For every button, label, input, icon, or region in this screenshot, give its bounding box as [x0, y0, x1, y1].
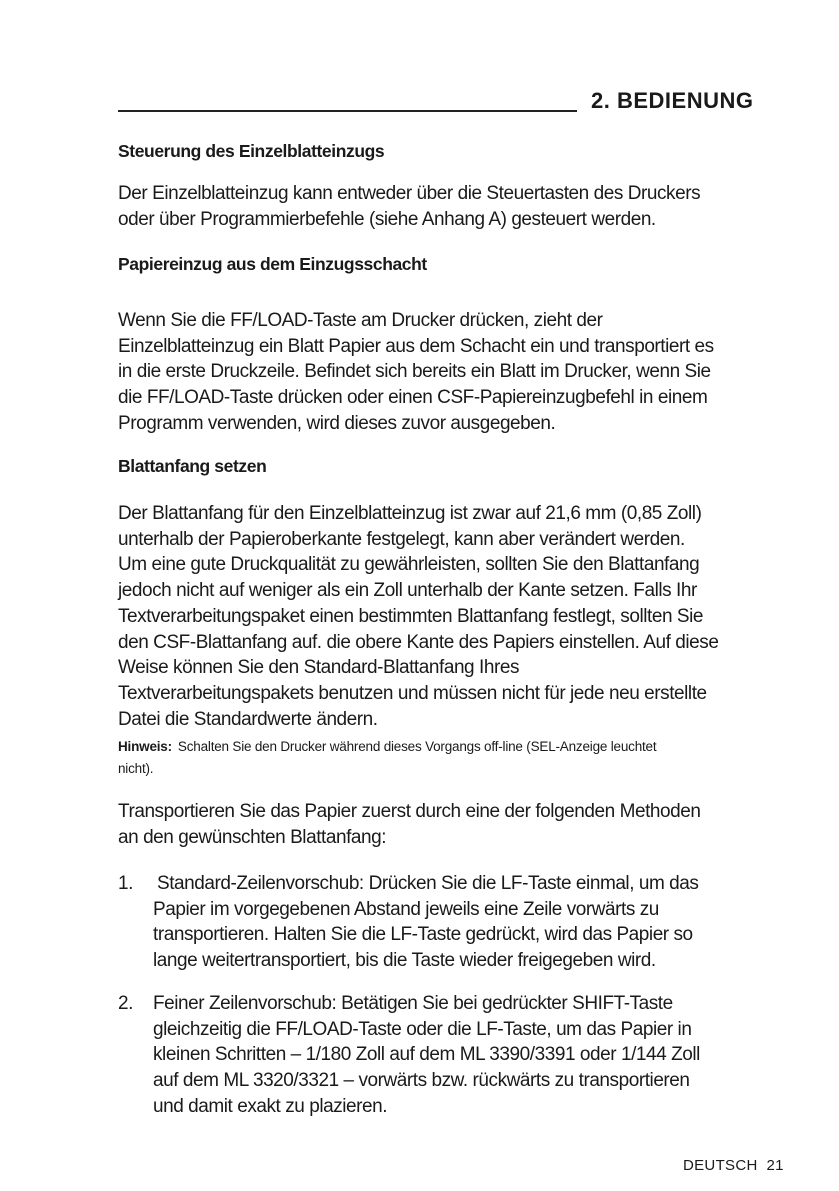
text-line: auf dem ML 3320/3321 – vorwärts bzw. rückwärts zu transportieren	[153, 1070, 690, 1092]
text-line: Weise können Sie den Standard-Blattanfang Ihres	[118, 657, 519, 679]
header-rule	[118, 110, 577, 112]
paragraph	[118, 799, 818, 850]
text-line: lange weitertransportiert, bis die Taste wieder freigegeben wird.	[153, 950, 656, 972]
text-line: Datei die Standardwerte ändern.	[118, 708, 378, 730]
text-line: transportieren. Halten Sie die LF-Taste gedrückt, wird das Papier so	[153, 924, 693, 946]
text-line: Feiner Zeilenvorschub: Betätigen Sie bei gedrückter SHIFT-Taste	[153, 993, 673, 1014]
text-line: in die erste Druckzeile. Befindet sich bereits ein Blatt im Drucker, wenn Sie	[118, 361, 711, 383]
text-line: und damit exakt zu plazieren.	[153, 1095, 388, 1117]
text-line: Wenn Sie die FF/LOAD-Taste am Drucker drücken, zieht der	[118, 310, 603, 331]
text-line: Der Einzelblatteinzug kann entweder über die Steuertasten des Druckers	[118, 183, 701, 204]
paragraph	[118, 501, 818, 732]
text-line: kleinen Schritten – 1/180 Zoll auf dem ML 3390/3391 oder 1/144 Zoll	[153, 1044, 700, 1066]
note	[118, 736, 798, 780]
list-number: 2.	[118, 993, 133, 1014]
text-line: Um eine gute Druckqualität zu gewährleisten, sollten Sie den Blattanfang	[118, 554, 700, 576]
section-heading: Papiereinzug aus dem Einzugsschacht	[118, 254, 427, 274]
note-label: Hinweis:	[118, 739, 172, 754]
text-line: an den gewünschten Blattanfang:	[118, 826, 387, 848]
text-line: Transportieren Sie das Papier zuerst durch eine der folgenden Methoden	[118, 801, 701, 822]
text-line: jedoch nicht auf weniger als ein Zoll unterhalb der Kante setzen. Falls Ihr	[118, 580, 697, 602]
list-number: 1.	[118, 873, 133, 894]
text-line: oder über Programmierbefehle (siehe Anhang A) gesteuert werden.	[118, 208, 656, 230]
text-line: unterhalb der Papieroberkante festgelegt, kann aber verändert werden.	[118, 528, 685, 550]
paragraph	[118, 308, 818, 437]
page-footer: DEUTSCH 21	[683, 1157, 784, 1174]
text-line: gleichzeitig die FF/LOAD-Taste oder die LF-Taste, um das Papier in	[153, 1018, 692, 1040]
text-line: Textverarbeitungspakets benutzen und müssen nicht für jede neu erstellte	[118, 682, 707, 704]
text-line: Einzelblatteinzug ein Blatt Papier aus dem Schacht ein und transportiert es	[118, 335, 714, 357]
text-line: Textverarbeitungspaket einen bestimmten Blattanfang festlegt, sollten Sie	[118, 605, 704, 627]
section-heading: Blattanfang setzen	[118, 456, 267, 476]
text-line: Papier im vorgegebenen Abstand jeweils eine Zeile vorwärts zu	[153, 898, 659, 920]
text-line: nicht).	[118, 761, 154, 776]
text-line: Schalten Sie den Drucker während dieses Vorgangs off-line (SEL-Anzeige leuchtet	[177, 739, 657, 754]
text-line: die FF/LOAD-Taste drücken oder einen CSF-Papiereinzugbefehl in einem	[118, 387, 708, 409]
text-line: Standard-Zeilenvorschub: Drücken Sie die LF-Taste einmal, um das	[157, 873, 699, 894]
paragraph	[118, 181, 818, 232]
chapter-title: 2. BEDIENUNG	[591, 88, 754, 113]
text-line: Der Blattanfang für den Einzelblatteinzug ist zwar auf 21,6 mm (0,85 Zoll)	[118, 503, 702, 524]
text-line: Programm verwenden, wird dieses zuvor ausgegeben.	[118, 412, 556, 434]
section-heading: Steuerung des Einzelblatteinzugs	[118, 141, 385, 161]
text-line: den CSF-Blattanfang auf. die obere Kante des Papiers einstellen. Auf diese	[118, 631, 719, 653]
